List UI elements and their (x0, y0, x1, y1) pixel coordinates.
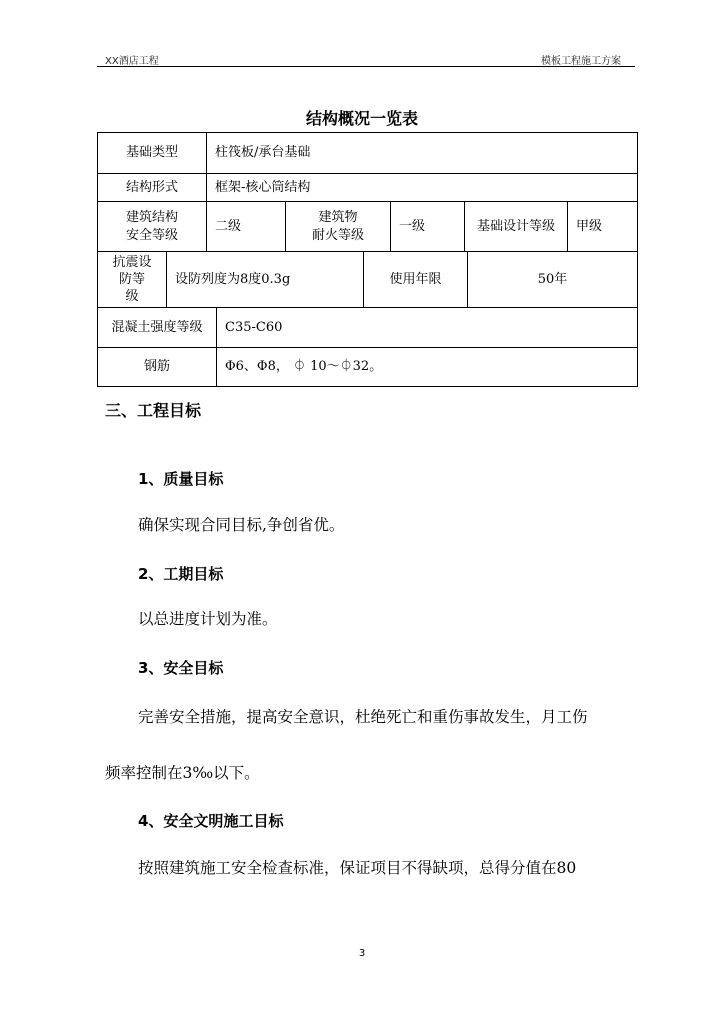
quality-goal-heading: 1、质量目标 (138, 470, 224, 488)
concrete-grade-label: 混凝土强度等级 (98, 307, 216, 347)
structural-safety-grade-label: 建筑结构 安全等级 (98, 201, 206, 251)
header-document-title: 模板工程施工方案 (541, 56, 621, 67)
service-life-label: 使用年限 (363, 251, 467, 307)
table-title: 结构概况一览表 (305, 109, 418, 128)
quality-goal-text: 确保实现合同目标,争创省优。 (138, 516, 345, 534)
structural-safety-grade-value: 二级 (206, 201, 285, 251)
civilized-construction-goal-text: 按照建筑施工安全检查标准，保证项目不得缺项，总得分值在80 (138, 859, 577, 877)
concrete-grade-value: C35-C60 (216, 307, 637, 347)
safety-goal-heading: 3、安全目标 (138, 659, 224, 677)
safety-goal-text-line2: 频率控制在3‰以下。 (105, 764, 260, 782)
foundation-design-grade-value: 甲级 (567, 201, 637, 251)
safety-goal-text-line1: 完善安全措施，提高安全意识，杜绝死亡和重伤事故发生，月工伤 (138, 708, 588, 726)
civilized-construction-goal-heading: 4、安全文明施工目标 (138, 812, 284, 830)
seismic-grade-label: 抗震设 防等 级 (98, 251, 166, 307)
rebar-value: Φ6、Φ8， ⏀ 10～⏀32。 (216, 347, 637, 386)
header-divider (97, 66, 635, 67)
structure-form-label: 结构形式 (98, 173, 206, 201)
foundation-type-value: 柱筏板/承台基础 (206, 133, 637, 173)
foundation-design-grade-label: 基础设计等级 (464, 201, 567, 251)
rebar-label: 钢筋 (98, 347, 216, 386)
structure-overview-table (97, 132, 638, 387)
schedule-goal-heading: 2、工期目标 (138, 565, 224, 583)
fire-resistance-grade-value: 一级 (390, 201, 464, 251)
seismic-grade-value: 设防列度为8度0.3g (166, 251, 363, 307)
structure-form-value: 框架-核心筒结构 (206, 173, 637, 201)
foundation-type-label: 基础类型 (125, 145, 178, 160)
header-project-name: XX酒店工程 (105, 56, 159, 67)
fire-resistance-grade-label: 建筑物 耐火等级 (285, 201, 390, 251)
schedule-goal-text: 以总进度计划为准。 (138, 610, 278, 628)
service-life-value: 50年 (467, 251, 637, 307)
page-number: 3 (358, 948, 366, 959)
section-heading: 三、工程目标 (105, 401, 202, 420)
